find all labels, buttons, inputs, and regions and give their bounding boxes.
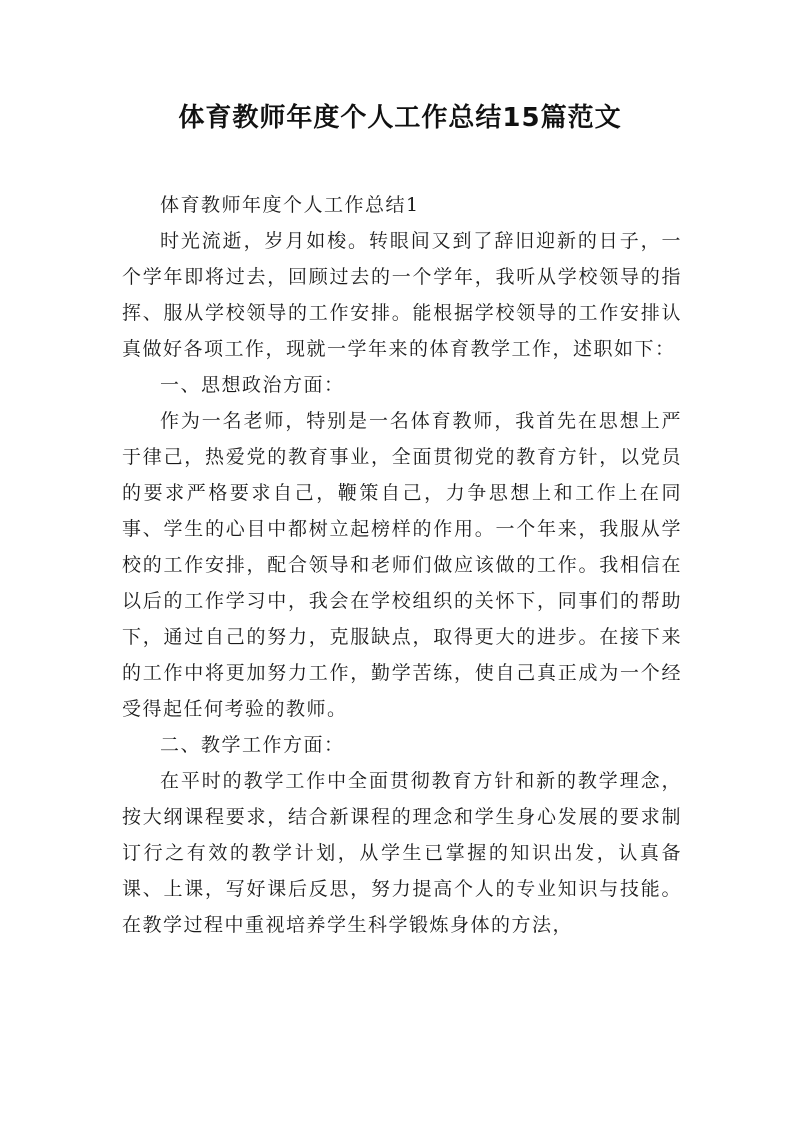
document-title: 体育教师年度个人工作总结15篇范文 — [178, 103, 622, 133]
paragraph-political: 作为一名老师，特别是一名体育教师，我首先在思想上严于律己，热爱党的教育事业，全面贯彻党的教育方针，以党员的要求严格要求自己，鞭策自己，力争思想上和工作上在同事、学生的心目中都树立起榜样的作用。一个年来，我服从学校的工作安排，配合领导和老师们做应该做的工作。我相信在以后的工作学习中，我会在学校组织的关怀下，同事们的帮助下，通过自己的努力，克服缺点，取得更大的进步。在接下来的工作中将更加努力工作，勤学苦练，使自己真正成为一个经受得起任何考验的教师。 — [122, 410, 682, 720]
section-title: 体育教师年度个人工作总结1 — [160, 194, 420, 216]
paragraph-teaching: 在平时的教学工作中全面贯彻教育方针和新的教学理念，按大纲课程要求，结合新课程的理念和学生身心发展的要求制订行之有效的教学计划，从学生已掌握的知识出发，认真备课、上课，写好课后反思，努力提高个人的专业知识与技能。在教学过程中重视培养学生科学锻炼身体的方法， — [122, 770, 682, 936]
paragraph-intro: 时光流逝，岁月如梭。转眼间又到了辞旧迎新的日子，一个学年即将过去，回顾过去的一个学年，我听从学校领导的指挥、服从学校领导的工作安排。能根据学校领导的工作安排认真做好各项工作，现就一学年来的体育教学工作，述职如下： — [122, 230, 682, 360]
heading-political: 一、思想政治方面： — [160, 374, 345, 396]
heading-teaching: 二、教学工作方面： — [160, 734, 345, 756]
document-body — [122, 187, 682, 943]
